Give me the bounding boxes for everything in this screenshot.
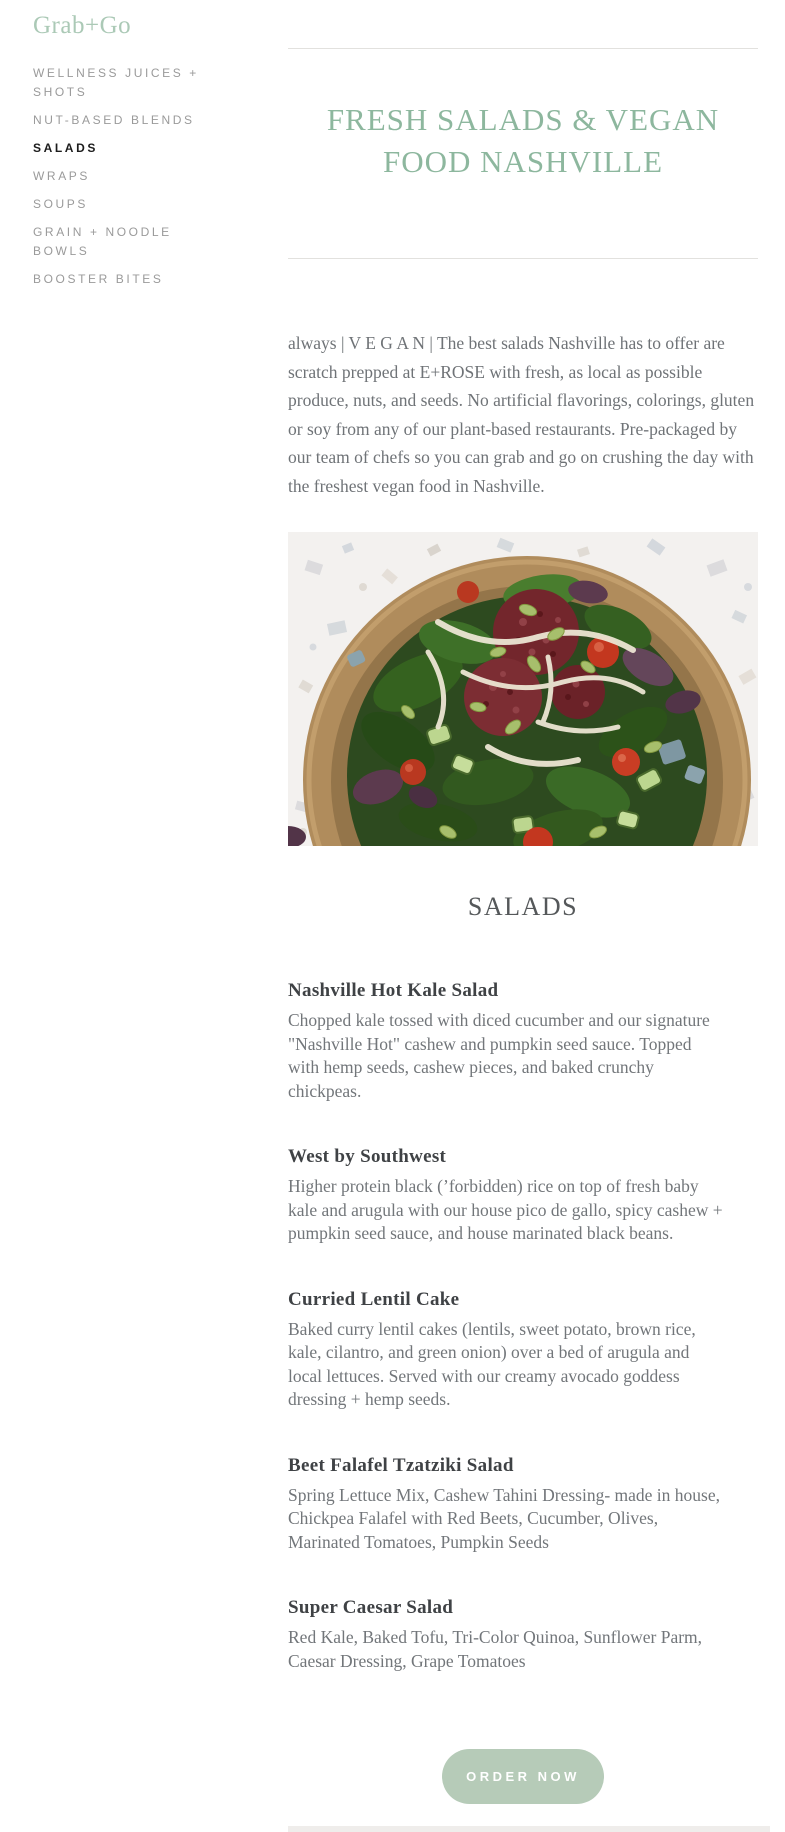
- sidebar-item-nut-based-blends[interactable]: NUT-BASED BLENDS: [33, 113, 195, 127]
- sidebar-item-soups[interactable]: SOUPS: [33, 197, 89, 211]
- sidebar: [33, 12, 233, 298]
- salad-bowl-photo: [288, 532, 758, 846]
- menu-item-name: Nashville Hot Kale Salad: [288, 980, 499, 1001]
- sidebar-item-salads[interactable]: SALADS: [33, 141, 98, 155]
- menu-item-name: West by Southwest: [288, 1146, 447, 1167]
- sidebar-item-wellness-juices-shots[interactable]: WELLNESS JUICES + SHOTS: [33, 66, 199, 99]
- menu-item-description: Spring Lettuce Mix, Cashew Tahini Dressing- made in house, Chickpea Falafel with Red Beets, Cucumber, Olives, Marinated Tomatoes, Pumpkin Seeds: [288, 1484, 720, 1552]
- menu-item-name: Beet Falafel Tzatziki Salad: [288, 1454, 514, 1476]
- page-title: FRESH SALADS & VEGAN FOOD NASHVILLE: [326, 102, 720, 179]
- sidebar-title-grab-and-go[interactable]: Grab+Go: [33, 12, 132, 39]
- menu-item-super-caesar-salad: [288, 1597, 758, 1673]
- title-divider: [288, 258, 758, 259]
- sidebar-item-grain-noodle-bowls[interactable]: GRAIN + NOODLE BOWLS: [33, 225, 172, 258]
- sidebar-item-booster-bites[interactable]: BOOSTER BITES: [33, 272, 164, 286]
- menu-item-name: Super Caesar Salad: [288, 1597, 454, 1618]
- top-divider: [288, 48, 758, 49]
- menu-item-description: Higher protein black (’forbidden) rice on top of fresh baby kale and arugula with our house pico de gallo, spicy cashew + pumpkin seed sauce, and house marinated black beans.: [288, 1176, 723, 1243]
- intro-paragraph: always | V E G A N | The best salads Nashville has to offer are scratch prepped at E+ROSE with fresh, as local as possible produce, nuts, and seeds. No artificial flavorings, colorings, gluten or soy from any of our plant-based restaurants. Pre-packaged by our team of chefs so you can grab and go on crushing the day with the freshest vegan food in Nashville.: [288, 333, 755, 496]
- next-section-edge: [288, 1826, 770, 1832]
- order-now-button[interactable]: ORDER NOW: [442, 1749, 604, 1804]
- sidebar-item-wraps[interactable]: WRAPS: [33, 169, 91, 183]
- cta-container: [288, 1749, 758, 1804]
- menu-section-heading: SALADS: [467, 892, 579, 921]
- sidebar-nav: [33, 64, 233, 289]
- menu-item-nashville-hot-kale-salad: [288, 980, 758, 1103]
- menu-item-beet-falafel-tzatziki-salad: [288, 1455, 758, 1555]
- menu-item-west-by-southwest: [288, 1146, 758, 1246]
- menu-item-name: Curried Lentil Cake: [288, 1288, 460, 1310]
- menu-item-description: Red Kale, Baked Tofu, Tri-Color Quinoa, Sunflower Parm, Caesar Dressing, Grape Tomatoes: [288, 1627, 703, 1671]
- menu-item-description: Baked curry lentil cakes (lentils, sweet potato, brown rice, kale, cilantro, and green onion) over a bed of arugula and local lettuces. Served with our creamy avocado goddess dressing + hemp seeds.: [288, 1318, 696, 1409]
- menu-item-description: Chopped kale tossed with diced cucumber and our signature "Nashville Hot" cashew and pumpkin seed sauce. Topped with hemp seeds, cashew pieces, and baked crunchy chickpeas.: [288, 1010, 710, 1101]
- main-content: [288, 0, 758, 1804]
- menu-list: [288, 980, 758, 1673]
- menu-item-curried-lentil-cake: [288, 1289, 758, 1412]
